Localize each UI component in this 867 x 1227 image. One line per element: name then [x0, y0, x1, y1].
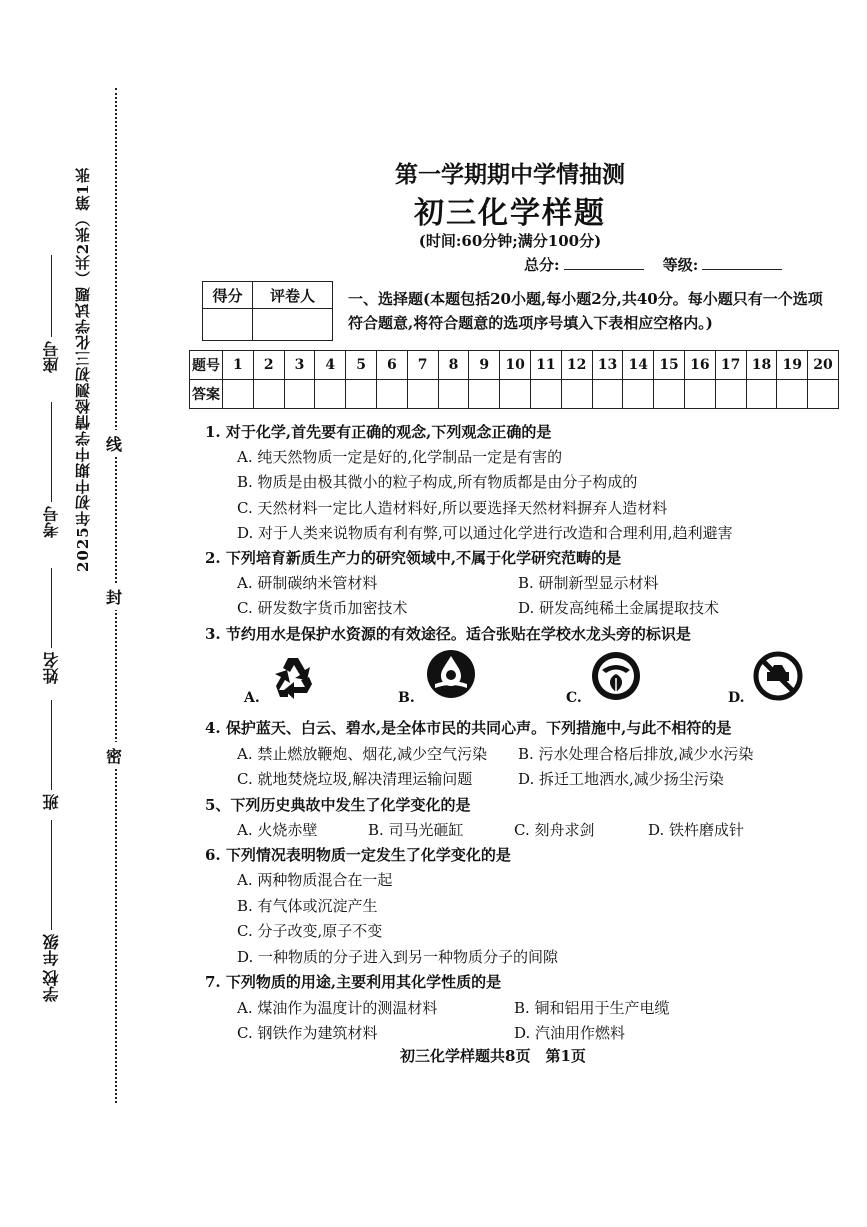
q6-option-a: A. 两种物质混合在一起	[237, 871, 393, 889]
field-school-label: 学校	[42, 970, 61, 1002]
field-grade-blank[interactable]	[52, 820, 53, 930]
answer-cell[interactable]	[223, 380, 254, 409]
question-3: 3. 节约用水是保护水资源的有效途径。适合张贴在学校水龙头旁的标识是	[205, 625, 691, 643]
answer-cell[interactable]	[623, 380, 654, 409]
seal-char-xian: 线	[106, 430, 122, 457]
field-exam-blank[interactable]	[52, 402, 53, 502]
total-blank[interactable]	[564, 256, 644, 270]
score-header: 得分	[203, 282, 253, 309]
field-seat-label: 座号	[42, 341, 61, 373]
score-cell[interactable]	[203, 309, 253, 341]
field-school	[40, 970, 63, 1002]
field-exam-number	[40, 402, 63, 538]
question-number-cell: 8	[438, 351, 469, 380]
answer-table-number-row	[190, 351, 839, 380]
grader-box	[202, 281, 333, 341]
q2-option-b: B. 研制新型显示材料	[518, 574, 659, 592]
q5-option-d: D. 铁杵磨成针	[648, 821, 745, 839]
exam-subtitle: 第一学期期中学情抽测	[395, 161, 625, 188]
q1-option-b: B. 物质是由极其微小的粒子构成,所有物质都是由分子构成的	[237, 473, 638, 491]
question-number-cell: 10	[500, 351, 531, 380]
seal-char-feng: 封	[106, 583, 122, 610]
grade-label: 等级:	[662, 256, 699, 274]
question-number-cell: 9	[469, 351, 500, 380]
field-grade	[40, 820, 63, 966]
answer-cell[interactable]	[530, 380, 561, 409]
question-number-cell: 17	[715, 351, 746, 380]
answer-cell[interactable]	[715, 380, 746, 409]
q5-option-b: B. 司马光砸缸	[368, 821, 464, 839]
seal-char-mi: 密	[106, 742, 122, 769]
q2-option-a: A. 研制碳纳米管材料	[237, 574, 378, 592]
no-fire-icon	[752, 650, 804, 702]
q6-option-d: D. 一种物质的分子进入到另一种物质分子的间隙	[237, 948, 559, 966]
q7-option-b: B. 铜和铝用于生产电缆	[514, 999, 670, 1017]
question-number-cell: 15	[654, 351, 685, 380]
grade-blank[interactable]	[702, 256, 782, 270]
question-number-cell: 13	[592, 351, 623, 380]
q1-option-c: C. 天然材料一定比人造材料好,所以要选择天然材料摒弃人造材料	[237, 499, 668, 517]
q1-option-d: D. 对于人类来说物质有利有弊,可以通过化学进行改造和合理利用,趋利避害	[237, 524, 733, 542]
binding-margin	[0, 0, 135, 1227]
answer-cell[interactable]	[346, 380, 377, 409]
q6-option-b: B. 有气体或沉淀产生	[237, 897, 378, 915]
q4-option-b: B. 污水处理合格后排放,减少水污染	[518, 745, 754, 763]
total-label: 总分:	[524, 256, 560, 274]
field-seat-blank[interactable]	[52, 255, 53, 337]
q5-option-c: C. 刻舟求剑	[514, 821, 595, 839]
q7-option-c: C. 钢铁作为建筑材料	[237, 1024, 378, 1042]
answer-cell[interactable]	[654, 380, 685, 409]
green-food-icon	[590, 650, 642, 702]
q7-option-d: D. 汽油用作燃料	[514, 1024, 626, 1042]
answer-cell[interactable]	[808, 380, 839, 409]
section-1-instructions: 一、选择题(本题包括20小题,每小题2分,共40分。每小题只有一个选项符合题意,将符合题意的选项序号填入下表相应空格内。)	[348, 290, 823, 332]
field-class	[40, 700, 63, 810]
answer-table	[189, 350, 839, 409]
question-2: 2. 下列培育新质生产力的研究领域中,不属于化学研究范畴的是	[205, 549, 622, 567]
q4-option-c: C. 就地焚烧垃圾,解决清理运输问题	[237, 770, 473, 788]
q3-option-c: C.	[566, 690, 582, 706]
grader-cell[interactable]	[253, 309, 333, 341]
field-seat-number	[40, 255, 63, 373]
answer-table-answer-row	[190, 380, 839, 409]
answer-cell[interactable]	[253, 380, 284, 409]
field-class-blank[interactable]	[52, 700, 53, 790]
q5-option-a: A. 火烧赤壁	[237, 821, 318, 839]
q4-option-d: D. 拆迁工地洒水,减少扬尘污染	[518, 770, 724, 788]
question-4: 4. 保护蓝天、白云、碧水,是全体市民的共同心声。下列措施中,与此不相符的是	[205, 719, 732, 737]
question-number-cell: 11	[530, 351, 561, 380]
answer-cell[interactable]	[376, 380, 407, 409]
water-saving-icon	[425, 648, 477, 700]
question-number-cell: 12	[561, 351, 592, 380]
time-info: (时间:60分钟;满分100分)	[418, 232, 602, 250]
answer-cell[interactable]	[469, 380, 500, 409]
question-number-cell: 20	[808, 351, 839, 380]
number-row-label: 题号	[190, 351, 223, 380]
q3-option-d: D.	[728, 690, 745, 706]
question-number-cell: 3	[284, 351, 315, 380]
question-number-cell: 7	[407, 351, 438, 380]
q1-option-a: A. 纯天然物质一定是好的,化学制品一定是有害的	[237, 448, 563, 466]
question-number-cell: 4	[315, 351, 346, 380]
question-number-cell: 19	[777, 351, 808, 380]
field-class-label: 班	[42, 794, 61, 810]
answer-cell[interactable]	[500, 380, 531, 409]
grader-header: 评卷人	[253, 282, 333, 309]
question-7: 7. 下列物质的用途,主要利用其化学性质的是	[205, 973, 502, 991]
answer-cell[interactable]	[777, 380, 808, 409]
question-number-cell: 16	[684, 351, 715, 380]
answer-cell[interactable]	[284, 380, 315, 409]
question-1: 1. 对于化学,首先要有正确的观念,下列观念正确的是	[205, 423, 552, 441]
q6-option-c: C. 分子改变,原子不变	[237, 922, 383, 940]
exam-title: 初三化学样题	[414, 196, 606, 231]
exam-side-title: 2025年初中期中学情检测初三化学试题（共2张）第1张	[74, 167, 92, 573]
answer-cell[interactable]	[592, 380, 623, 409]
q2-option-d: D. 研发高纯稀土金属提取技术	[518, 599, 720, 617]
field-grade-label: 年级	[42, 934, 61, 966]
question-number-cell: 5	[346, 351, 377, 380]
q3-option-b: B.	[398, 690, 415, 706]
q4-option-a: A. 禁止燃放鞭炮、烟花,减少空气污染	[237, 745, 488, 763]
field-name-label: 姓名	[42, 652, 61, 684]
q2-option-c: C. 研发数字货币加密技术	[237, 599, 408, 617]
answer-cell[interactable]	[315, 380, 346, 409]
q7-option-a: A. 煤油作为温度计的测温材料	[237, 999, 438, 1017]
question-number-cell: 18	[746, 351, 777, 380]
q3-option-a: A.	[244, 690, 260, 706]
answer-cell[interactable]	[561, 380, 592, 409]
answer-cell[interactable]	[407, 380, 438, 409]
page-footer: 初三化学样题共8页 第1页	[400, 1047, 586, 1065]
question-6: 6. 下列情况表明物质一定发生了化学变化的是	[205, 846, 511, 864]
field-name	[40, 568, 63, 684]
question-number-cell: 14	[623, 351, 654, 380]
answer-cell[interactable]	[684, 380, 715, 409]
field-name-blank[interactable]	[52, 568, 53, 648]
question-5: 5、下列历史典故中发生了化学变化的是	[205, 796, 471, 814]
answer-cell[interactable]	[438, 380, 469, 409]
answer-cell[interactable]	[746, 380, 777, 409]
question-number-cell: 2	[253, 351, 284, 380]
question-number-cell: 6	[376, 351, 407, 380]
score-line	[524, 254, 782, 275]
field-exam-label: 考号	[42, 506, 61, 538]
answer-row-label: 答案	[190, 380, 223, 409]
recycle-icon	[268, 652, 320, 704]
question-number-cell: 1	[223, 351, 254, 380]
